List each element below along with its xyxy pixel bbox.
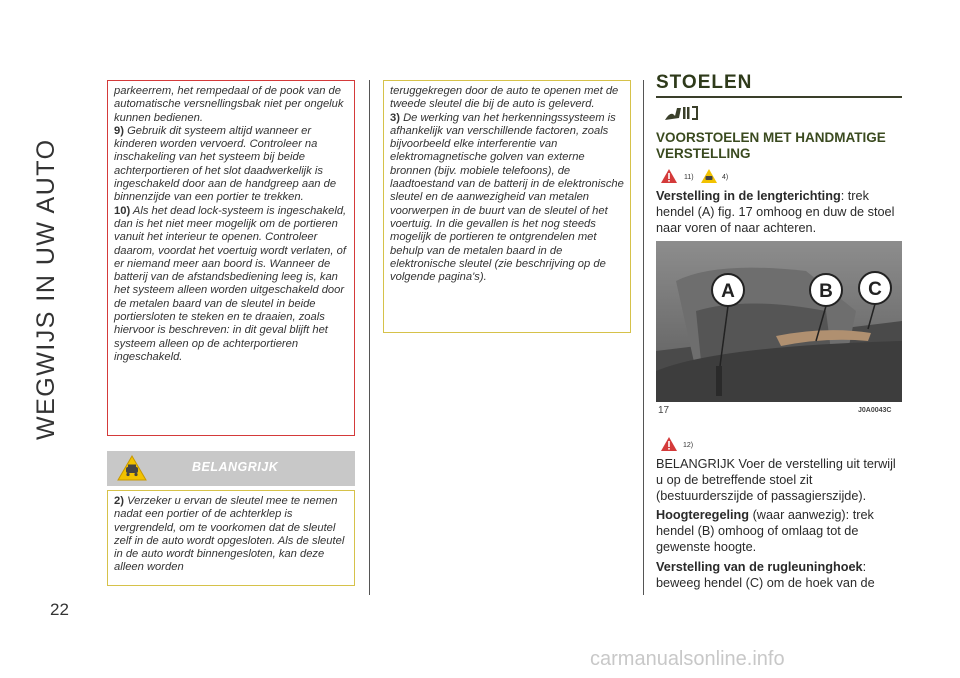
note-number: 3) — [390, 111, 400, 124]
danger-triangle-icon — [660, 436, 678, 452]
ref-label: 12) — [683, 442, 694, 449]
note-number: 10) — [114, 204, 131, 217]
paragraph-lengthwise: Verstelling in de lengterichting: trek hendel (A) fig. 17 omhoog en duw de stoel naar voren of naar achteren. — [656, 189, 895, 235]
warning-header — [107, 451, 355, 486]
danger-triangle-icon — [660, 168, 678, 184]
note-number: 9) — [114, 124, 124, 137]
ref-label: 4) — [722, 174, 729, 181]
paragraph-height: Hoogteregeling (waar aanwezig): trek hendel (B) omhoog of omlaag tot de gewenste hoogte. — [656, 508, 874, 554]
page-number: 22 — [50, 600, 69, 619]
callout-b: B — [819, 281, 833, 302]
paragraphs-col3 — [656, 457, 906, 595]
callout-c: C — [868, 279, 882, 300]
subsection-title: VOORSTOELEN MET HANDMATIGE VERSTELLING — [656, 130, 886, 161]
warning-box — [107, 490, 355, 586]
caution-car-icon — [700, 168, 718, 184]
side-title: WEGWIJS IN UW AUTO — [32, 138, 60, 440]
paragraph-important: BELANGRIJK Voer de verstelling uit terwijl u op de betreffende stoel zit (bestuurderszijde of passagierszijde). — [656, 457, 896, 503]
note-text: De werking van het herkenningssysteem is afhankelijk van verschillende factoren, zoals bijvoorbeeld elke interferentie van elektromagnetische golven van externe bronnen (bijv. mobiele telefoons), de laadtoestand van de batterij in de elektronische sleutel en de aanwezigheid van metalen voorwerpen in de buurt van de sleutel of het voertuig. In die gevallen is het nog steeds mogelijk de portieren te ontgrendelen met behulp van de metalen baard in de elektronische sleutel (zie beschrijving op de volgende pagina's). — [390, 111, 624, 284]
figure-code: J0A0043C — [858, 407, 892, 414]
callout-a: A — [721, 281, 735, 302]
note-number: 2) — [114, 495, 124, 507]
seat-adjust-icon — [661, 104, 703, 122]
column-separator — [369, 80, 370, 595]
note-box-col2 — [383, 80, 631, 333]
note-text: Gebruik dit systeem altijd wanneer er kinderen worden vervoerd. Controleer na inschakeling van het systeem bij beide achterportieren of het slot daadwerkelijk is ingeschakeld door aan de handgreep aan de binnenzijde van een portier te trekken. — [114, 124, 337, 204]
watermark: carmanualsonline.info — [590, 648, 785, 670]
warning-label: BELANGRIJK — [192, 460, 279, 474]
seat-illustration — [656, 241, 902, 402]
seat-photo — [656, 241, 902, 402]
section-title: STOELEN — [656, 72, 753, 93]
warning-triangle-icon — [117, 455, 147, 481]
note-intro: parkeerrem, het rempedaal of de pook van de automatische versnellingsbak niet per ongeluk kunnen bedienen. — [114, 85, 344, 124]
title-rule — [656, 96, 902, 98]
note-box-col1 — [107, 80, 355, 436]
note-intro: teruggekregen door de auto te openen met de tweede sleutel die bij de auto is geleverd. — [390, 85, 619, 111]
paragraph-backrest: Verstelling van de rugleuninghoek: beweeg hendel (C) om de hoek van de — [656, 559, 875, 590]
figure-number: 17 — [658, 405, 670, 416]
note-text: Als het dead lock-systeem is ingeschakeld, dan is het niet meer mogelijk om de portieren vanuit het interieur te openen. Controleer daarom, voordat het voertuig wordt verlaten, of er niemand meer aan boord is. Wanneer de batterij van de afstandsbediening leeg is, kan het systeem alleen worden uitgeschakeld door de metalen baard van de sleutel in beide portiersloten te steken en te draaien, zoals hiervoor is beschreven: in dit geval blijft het systeem alleen op de achterportieren ingeschakeld. — [114, 204, 347, 363]
note-text: Verzeker u ervan de sleutel mee te nemen nadat een portier of de achterklep is vergrendeld, om te voorkomen dat de sleutel zelf in de auto wordt opgesloten. Als de sleutel in de auto wordt binnengesloten, kan deze alleen worden — [114, 495, 345, 574]
ref-label: 11) — [684, 174, 694, 181]
column-separator — [643, 80, 644, 595]
